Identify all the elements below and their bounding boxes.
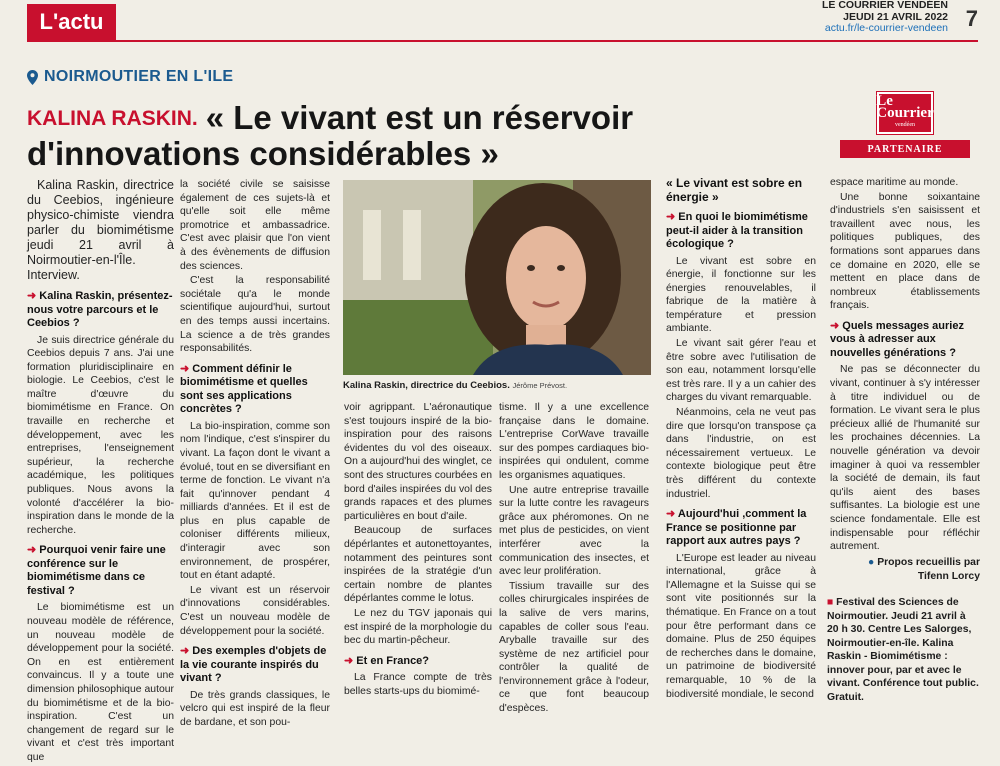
partner-badge [840,92,970,172]
masthead-title: LE COURRIER VENDÉEN [821,0,948,11]
answer-2: Le biomimétisme est un nouveau modèle de référence, un nouveau modèle de développement pour la société. On en est entièrement convaincus. Il y a toute une dimension philosophique autour du biomimétisme et de la bio-inspiration. C'est un changement de regard sur le vivant et c'est très important que [27,602,174,763]
bullet-icon: ● [868,557,875,568]
question-2-text: Pourquoi venir faire une conférence sur le biomimétisme dans ce festival ? [27,544,166,597]
subheading: « Le vivant est sobre en énergie » [666,176,803,204]
paragraph: Le nez du TGV japonais qui est inspiré de la morphologie du bec du martin-pêcheur. [344,607,492,647]
question-6 [666,211,816,252]
map-pin-icon [27,70,38,85]
byline-text: Propos recueillis par Tifenn Lorcy [877,557,980,582]
portrait-illustration [343,180,651,375]
partner-logo [877,92,933,134]
column-3 [344,401,492,699]
answer-6: Le vivant est sobre en énergie, il fonctionne sur les énergies renouvelables, il fabrique de la matière à température et pression ambiante. [666,255,816,335]
arrow-icon: ➜ [666,211,676,223]
paragraph: C'est la responsabilité sociétale qu'a le monde scientifique aujourd'hui, surtout en des temps aussi incertains. La science a de très grandes responsabilités. [180,275,330,355]
lead-paragraph: Kalina Raskin, directrice du Ceebios, ingénieure physico-chimiste viendra parler du biomimétisme jeudi 21 avril à Noirmoutier-en-l'Île. Interview. [27,178,174,282]
column-6 [830,176,980,555]
location-label [27,68,233,86]
question-5 [344,655,492,669]
question-7-text: Aujourd'hui ,comment la France se positionne par rapport aux autres pays ? [666,508,807,548]
photo-credit: Jérôme Prévost. [512,381,568,390]
masthead [822,0,948,35]
question-8 [830,320,980,361]
location-text: NOIRMOUTIER EN L'ILE [44,68,234,85]
partner-ribbon: PARTENAIRE [840,140,970,158]
arrow-icon: ➜ [180,645,190,658]
question-6-text: En quoi le biomimétisme peut-il aider à la transition écologique ? [666,211,808,250]
answer-5: La France compte de très belles starts-ups du biomimé- [344,672,492,697]
answer-8: Ne pas se déconnecter du vivant, continuer à s'y intéresser à titre individuel ou de formation. Le vivant sera le plus précieux allié de l'humanité sur les prochaines décennies. La nouvelle génération va devoir imaginer à quoi va ressembler la société de demain, ils faut qu'ils aient des bases suffisantes. La biologie est une science fondamentale. Elle est indispensable pour réfléchir autrement. [830,364,980,553]
answer-1: Je suis directrice générale du Ceebios depuis 7 ans. J'ai une formation pluridisciplinaire en biologie. Le Ceebios, c'est le maître d'œuvre du biomimétisme en France. On travaille en recherche et développement, avec les entreprises, l'enseignement supérieur, la recherche académique, les politiques publiques. Nous avons la volonté d'accélérer la bio-inspiration dans le monde de la recherche. [27,334,174,536]
masthead-date: JEUDI 21 AVRIL 2022 [843,10,948,23]
answer-4: De très grands classiques, le velcro qui est inspiré de la fleur de bardane, et son pou- [180,689,330,728]
header-rule [27,40,978,42]
question-2 [27,544,174,598]
partner-logo-sub: vendéen [895,122,915,128]
headline-kicker: KALINA RASKIN. [27,107,198,130]
portrait-photo [343,180,651,375]
caption-text: Kalina Raskin, directrice du Ceebios. [343,380,510,391]
arrow-icon: ➜ [180,362,190,375]
question-1 [27,290,174,331]
question-4-text: Des exemples d'objets de la vie courante inspirés du vivant ? [180,645,327,685]
question-5-text: Et en France? [356,654,430,667]
headline [27,100,687,171]
column-2 [180,178,330,731]
photo-caption [343,380,651,391]
answer-6c: Néanmoins, cela ne veut pas dire que lorsqu'on transpose ça dans l'industrie, on est nécessairement vertueux. Le contexte biologique peut être très différent du contexte industriel. [666,407,816,500]
question-4 [180,645,330,686]
question-3-text: Comment définir le biomimétisme et quelles sont ses applications concrètes ? [180,362,308,416]
answer-3: La bio-inspiration, comme son nom l'indique, c'est s'inspirer du vivant. La façon dont le vivant a évolué, tout en se diversifiant en terme de fonction. Le vivant n'a fait qu'innover pendant 4 milliards d'années. Et il est de plus en plus capable de coloniser différents milieux, d'interagir avec son environnement, de prospérer, tout en étant adapté. [180,420,330,582]
question-7 [666,508,816,549]
column-1 [27,178,174,766]
arrow-icon: ➜ [830,319,840,332]
paragraph: Beaucoup de surfaces dépérlantes et autonettoyantes, notamment des peintures sont inspirées de la stratégie d'un certain nombre de plantes dépérlantes comme le lotus. [344,525,492,605]
masthead-site: actu.fr/le-courrier-vendeen [824,22,948,34]
answer-6b: Le vivant sait gérer l'eau et être sobre avec l'utilisation de son eau, notamment lorsqu'elle est très rare. Il y a un cahier des charges du vivant remarquable. [666,338,816,404]
page-number: 7 [965,6,978,31]
question-1-text: Kalina Raskin, présentez-nous votre parcours et le Ceebios ? [27,290,173,329]
paragraph: tisme. Il y a une excellence française dans le domaine. L'entreprise CorWave travaille sur des pompes cardiaques bio-inspirées qui ondulent, comme les organismes aquatiques. [499,402,649,481]
event-info-text: Festival des Sciences de Noirmoutier. Jeudi 21 avril à 20 h 30. Centre Les Salorges, Noirmoutier-en-île. Kalina Raskin - Biomimétisme : innover pour, par et avec le vivant. Conférence tout public. Gratuit. [827,597,979,703]
column-5 [666,176,816,702]
byline [860,556,980,583]
question-8-text: Quels messages auriez vous à adresser aux nouvelles générations ? [830,319,964,359]
paragraph: Une autre entreprise travaille sur la lutte contre les ravageurs grâce aux phéromones. On ne met plus de pesticides, on vient interférer avec la communication des insectes, et avec leur prolifération. [499,484,649,578]
column-4 [499,401,649,717]
partner-logo-text: Le Courrier [876,93,934,121]
arrow-icon: ➜ [27,544,37,557]
arrow-icon: ➜ [344,654,354,667]
headline-title: « Le vivant est un réservoir d'innovations considérables » [27,99,634,172]
question-3 [180,363,330,417]
section-tag: L'actu [27,4,116,40]
event-info [827,596,980,704]
paragraph: Tissium travaille sur des colles chirurgicales inspirées de la salive de vers marins, capables de coller sous l'eau. Aryballe travaille sur des système de nez artificiel pour contrôler la qualité de l'environnement grâce à l'odeur, ce que font beaucoup d'espèces. [499,580,649,715]
paragraph: Une bonne soixantaine d'industriels s'en saisissent et travaillent avec nous, les politiques publiques, des formations sont apparues dans ce domaine en 2020, elle se mettent en place dans de nombreux établissements français. [830,191,980,312]
paragraph: voir agrippant. L'aéronautique s'est toujours inspiré de la bio-inspiration pour des raisons évidentes du vol des oiseaux. On a aujourd'hui des winglet, ce sont des structures courbées en bord d'ailes inspirées du vol des grands rapaces et des plumes particulières en bout d'aile. [344,402,492,522]
answer-3b: Le vivant est un réservoir d'innovations considérables. C'est un nouveau modèle de développement pour la société. [180,584,330,637]
paragraph: espace maritime au monde. [830,177,959,188]
arrow-icon: ➜ [666,508,676,521]
square-bullet-icon: ■ [827,597,834,608]
paragraph: la société civile se saisisse également de ces sujets-là et qu'elle soit elle même promotrice et ambassadrice. C'est avec plaisir que l'on vient à des évènements de diffusion des sciences. [180,179,330,272]
answer-7: L'Europe est leader au niveau international, grâce à l'Allemagne et la Suisse qui se sont vite positionnés sur la thématique. En France on a tout pour être performant dans ce domaine. Plus de 250 équipes de recherches dans le domaine, un patrimoine de biodiversité remarquable, 10 % de la biodiversité mondiale, le second [666,552,816,700]
arrow-icon: ➜ [27,290,37,302]
